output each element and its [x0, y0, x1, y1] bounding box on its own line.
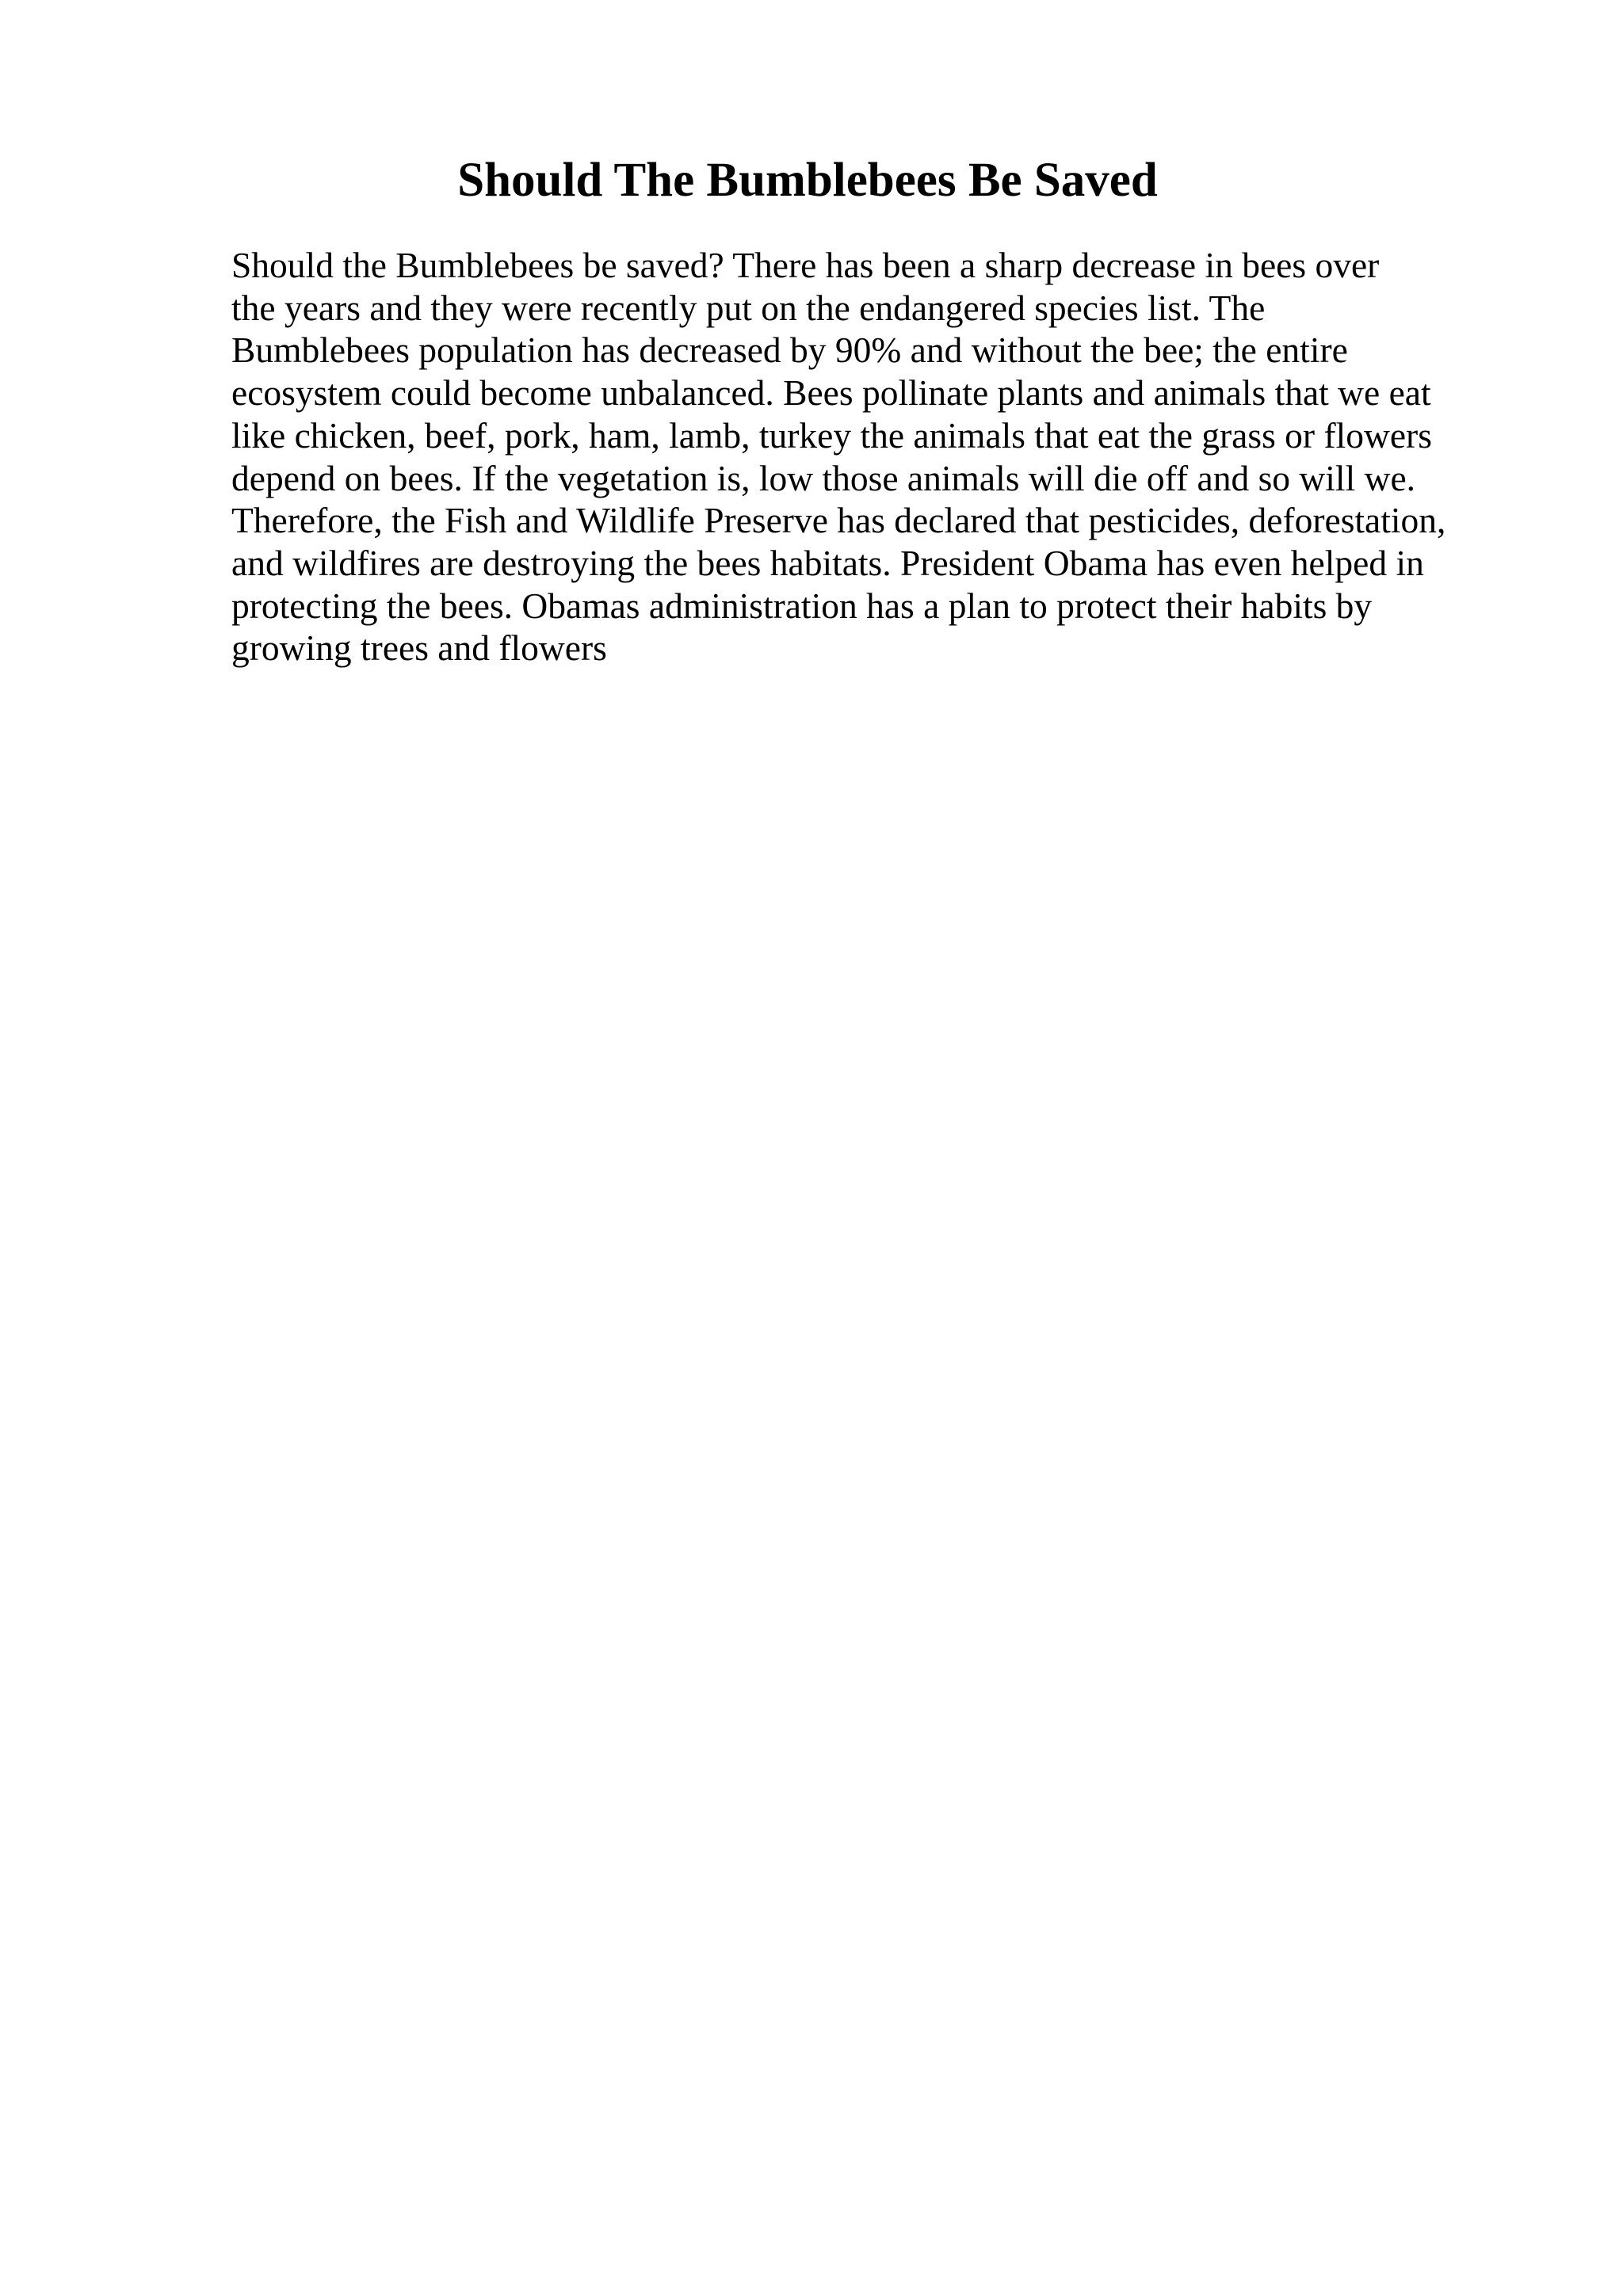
- body-line: and wildfires are destroying the bees habitats. President Obama has even helped in: [231, 542, 1424, 583]
- body-line: the years and they were recently put on the endangered species list. The: [231, 287, 1266, 328]
- body-line: depend on bees. If the vegetation is, low those animals will die off and so will we.: [231, 457, 1416, 498]
- body-line: Therefore, the Fish and Wildlife Preserve has declared that pesticides, deforestation,: [231, 500, 1446, 541]
- body-line: growing trees and flowers: [231, 627, 607, 669]
- body-line: Should the Bumblebees be saved? There has been a sharp decrease in bees over: [231, 245, 1380, 285]
- body-line: Bumblebees population has decreased by 90% and without the bee; the entire: [231, 330, 1348, 371]
- body-line: like chicken, beef, pork, ham, lamb, turkey the animals that eat the grass or flowers: [231, 414, 1432, 456]
- body-line: protecting the bees. Obamas administration has a plan to protect their habits by: [231, 585, 1373, 626]
- body-line: ecosystem could become unbalanced. Bees pollinate plants and animals that we eat: [231, 372, 1431, 414]
- document-body: [231, 244, 1579, 669]
- document-title: Should The Bumblebees Be Saved: [457, 154, 1158, 207]
